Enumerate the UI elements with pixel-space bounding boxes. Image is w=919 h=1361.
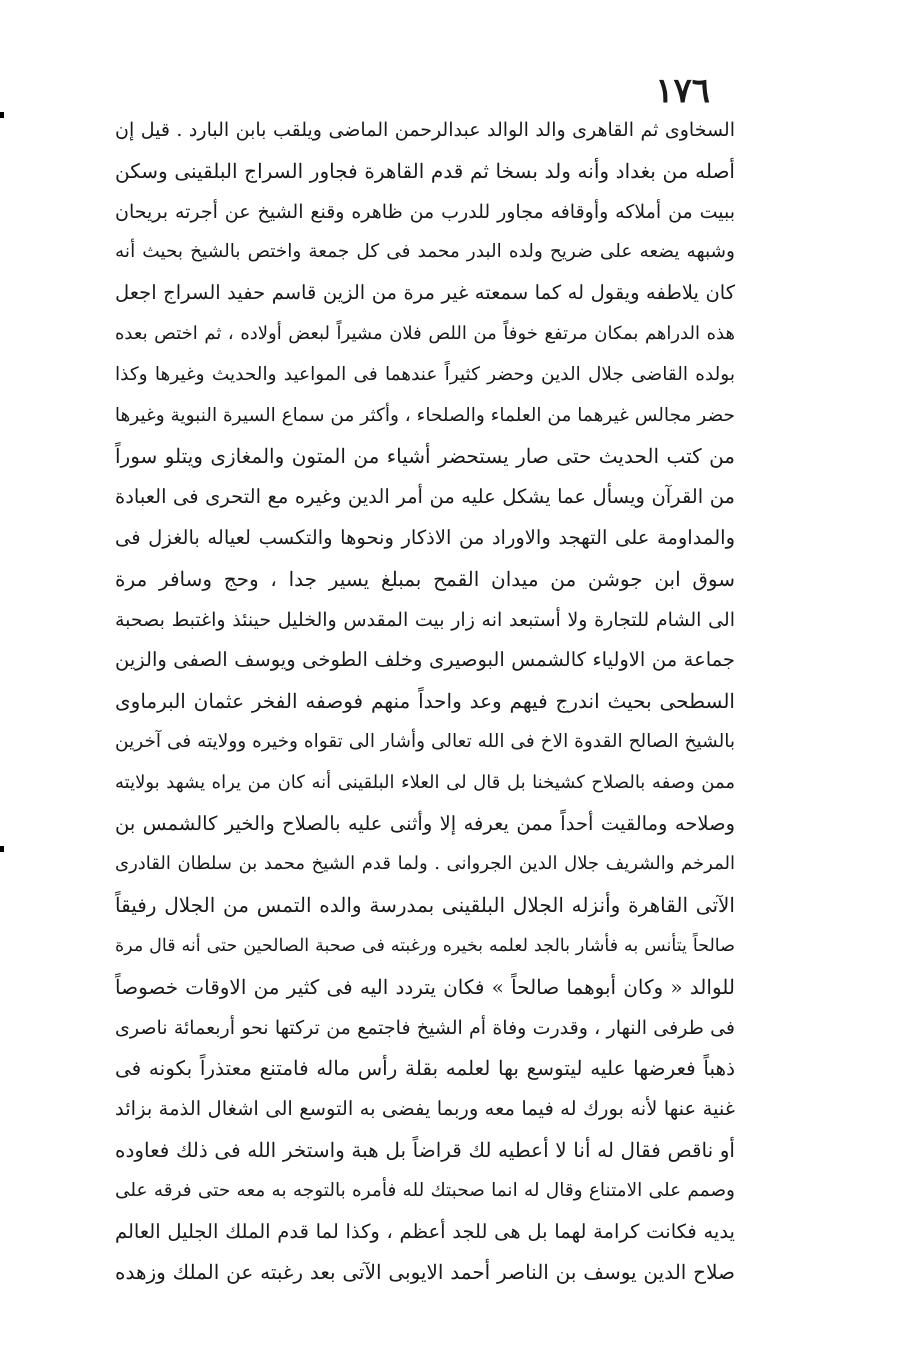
text-line: أصله من بغداد وأنه ولد بسخا ثم قدم القاهرة فجاور السراج البلقينى وسكن — [115, 158, 735, 183]
scan-mark-middle — [0, 846, 4, 852]
text-line: وشبهه يضعه على ضريح ولده البدر محمد فى كل جمعة واختص بالشيخ بحيث أنه — [115, 241, 735, 263]
text-line: السخاوى ثم القاهرى والد الوالد عبدالرحمن الماضى ويلقب بابن البارد . قيل إن — [115, 119, 735, 141]
text-line: والمداومة على التهجد والاوراد من الاذكار ونحوها والتكسب لعياله بالغزل فى — [115, 525, 735, 549]
text-line: ذهباً فعرضها عليه ليتوسع بها لعلمه بقلة رأس ماله فامتنع معتذراً بكونه فى — [115, 1056, 735, 1081]
text-line: ببيت من أملاكه وأوقافه مجاور للدرب من ظاهره وقنع الشيخ عن أجرته بريحان — [115, 200, 735, 223]
text-line: هذه الدراهم بمكان مرتفع خوفاً من اللص فلان مشيراً لبعض أولاده ، ثم اختص بعده — [115, 322, 735, 344]
text-line: كان يلاطفه ويقول له كما سمعته غير مرة من الزين قاسم حفيد السراج اجعل — [115, 281, 735, 305]
text-line: للوالد « وكان أبوهما صالحاً » فكان يتردد اليه فى كثير من الاوقات خصوصاً — [115, 974, 735, 999]
text-line: وصلاحه ومالقيت أحداً ممن يعرفه إلا وأثنى عليه بالصلاح والخير كالشمس بن — [115, 811, 735, 835]
text-line: وصمم على الامتناع وقال له انما صحبتك لله فأمره بالتوجه به معه حتى فرقه على — [115, 1179, 735, 1201]
text-line: جماعة من الاولياء كالشمس البوصيرى وخلف الطوخى ويوسف الصفى والزين — [115, 648, 735, 672]
text-line: فى طرفى النهار ، وقدرت وفاة أم الشيخ فاجتمع من تركتها نحو أربعمائة ناصرى — [115, 1016, 735, 1039]
text-line: المرخم والشريف جلال الدين الجروانى . ولما قدم الشيخ محمد بن سلطان القادرى — [115, 853, 735, 875]
text-line: بالشيخ الصالح القدوة الاخ فى الله تعالى وأشار الى تقواه وخيره وولايته فى آخرين — [115, 730, 735, 752]
text-line: أو ناقص فقال له أنا لا أعطيه لك قراضاً بل هبة واستخر الله فى ذلك فعاوده — [115, 1137, 735, 1162]
text-line: حضر مجالس غيرهما من العلماء والصلحاء ، وأكثر من سماع السيرة النبوية وغيرها — [115, 404, 735, 426]
scan-mark-top — [0, 112, 4, 118]
text-line: من القرآن ويسأل عما يشكل عليه من أمر الدين وغيره مع التحرى فى العبادة — [115, 485, 735, 509]
text-line: غنية عنها لأنه بورك له فيما معه وربما يفضى به التوسع الى اشغال الذمة بزائد — [115, 1097, 735, 1121]
text-line: يديه فكانت كرامة لهما بل هى للجد أعظم ، وكذا لما قدم الملك الجليل العالم — [115, 1219, 735, 1243]
text-line: صالحاً يتأنس به فأشار بالجد لعلمه بخيره ورغبته فى صحبة الصالحين حتى أنه قال مرة — [115, 935, 735, 956]
text-line: ممن وصفه بالصلاح كشيخنا بل قال لى العلاء البلقينى أنه كان من يراه يشهد بولايته — [115, 771, 735, 793]
text-line: الى الشام للتجارة ولا أستبعد انه زار بيت المقدس والخليل حينئذ واغتبط بصحبة — [115, 608, 735, 631]
text-line: بولده القاضى جلال الدين وحضر كثيراً عندهما فى المواعيد والحديث وغيرها وكذا — [115, 363, 735, 385]
body-text — [115, 110, 735, 1293]
page-number: ١٧٦ — [655, 71, 710, 111]
text-line: السطحى بحيث اندرج فيهم وعد واحداً منهم فوصفه الفخر عثمان البرماوى — [115, 689, 735, 714]
text-line: سوق ابن جوشن من ميدان القمح بمبلغ يسير جدا ، وحج وسافر مرة — [115, 566, 735, 591]
text-line: الآتى القاهرة وأنزله الجلال البلقينى بمدرسة والده التمس من الجلال رفيقاً — [115, 893, 735, 918]
text-line: صلاح الدين يوسف بن الناصر أحمد الايوبى الآتى بعد رغبته عن الملك وزهده — [115, 1260, 735, 1285]
text-line: من كتب الحديث حتى صار يستحضر أشياء من المتون والمغازى ويتلو سوراً — [115, 444, 735, 469]
